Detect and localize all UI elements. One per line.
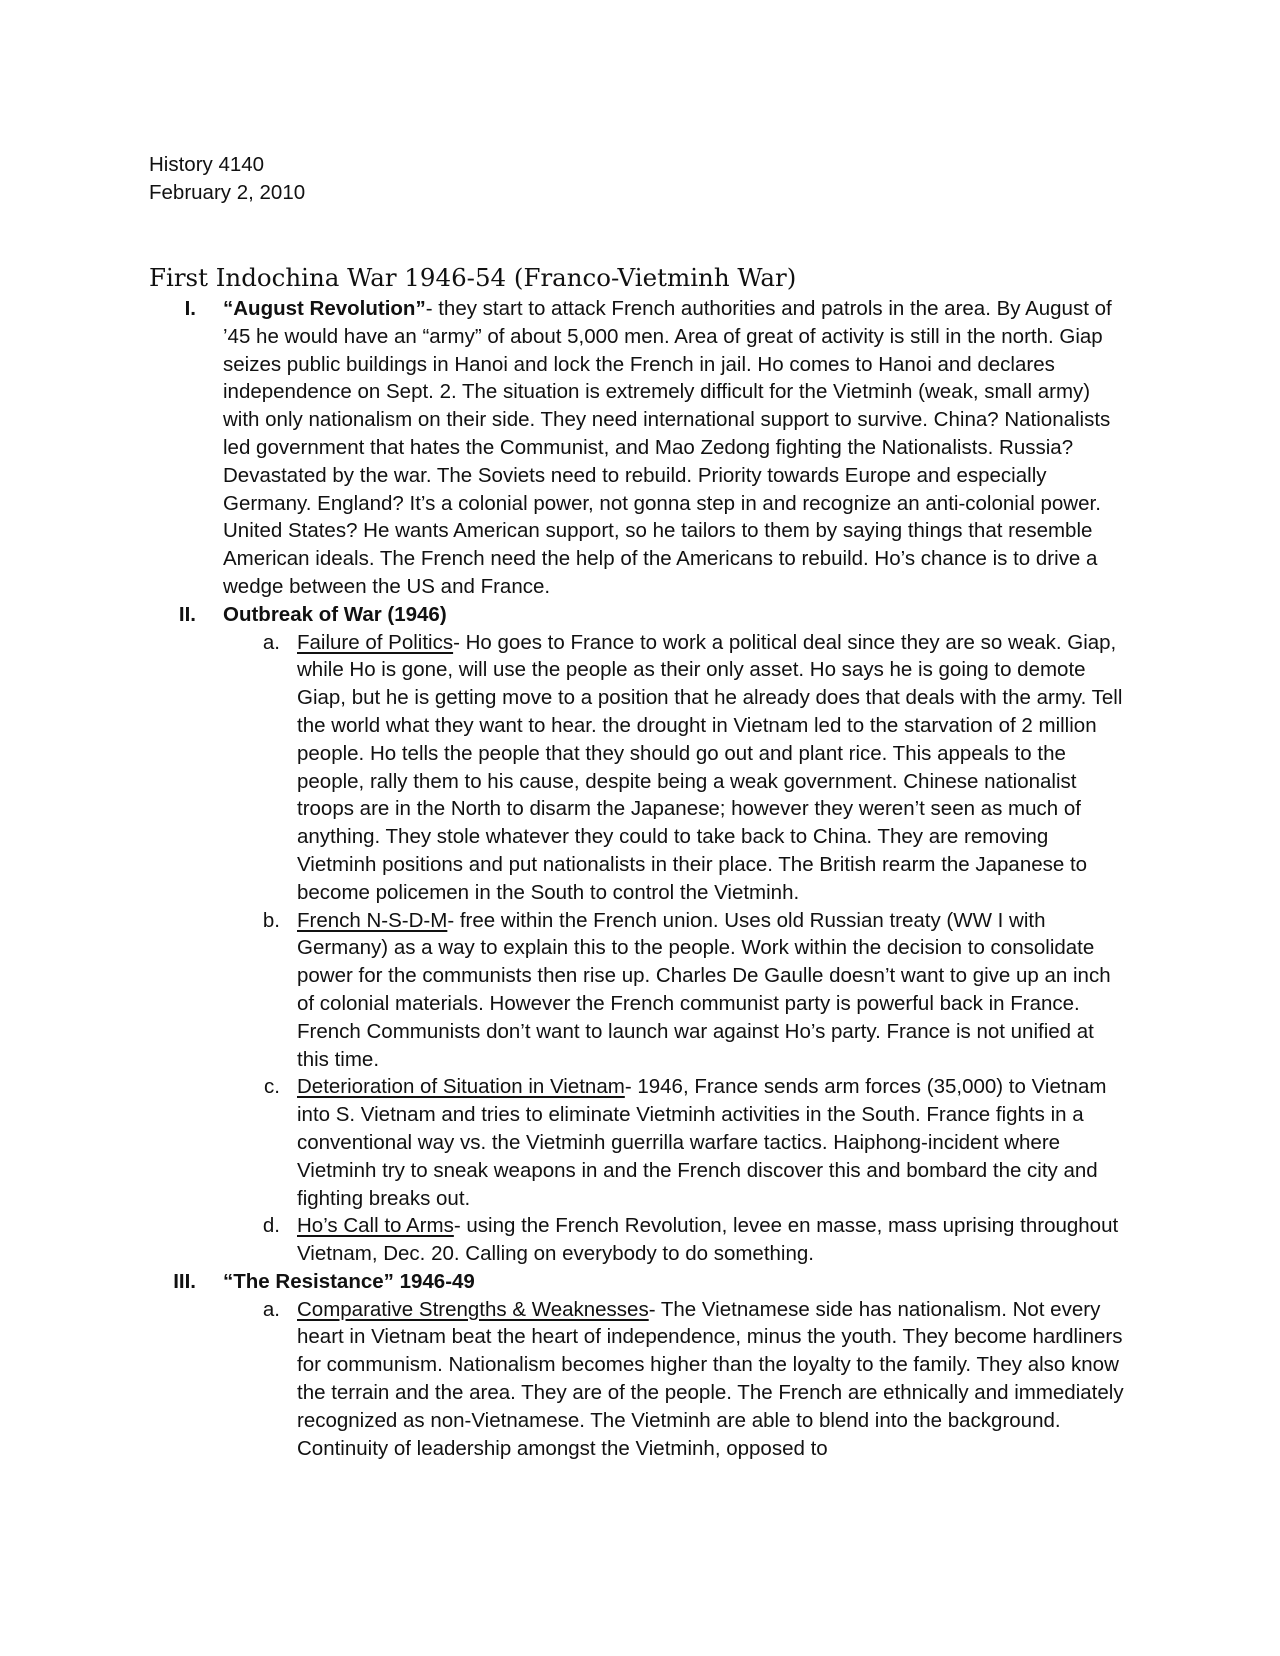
section-heading: “August Revolution” [223,297,426,320]
item-letter: a. [262,1297,280,1321]
course-name: History 4140 [149,153,265,176]
section-heading: “The Resistance” 1946-49 [223,1269,475,1293]
item-topic: Comparative Strengths & Weaknesses [297,1297,649,1321]
document-date: February 2, 2010 [149,180,306,204]
item-letter: c. [264,1075,280,1099]
section-2 [0,601,1123,629]
item-body [297,629,1127,907]
item-body [297,1212,1127,1268]
subsection-2b [0,907,1127,1074]
item-text: - The Vietnamese side has nationalism. Not every heart in Vietnam beat the heart of independence, minus the youth. They become hardliners for communism. Nationalism becomes higher than the loyalty to the family. They also know the terrain and the area. They are of the people. The French are ethnically and immediately recognized as non-Vietnamese. The Vietminh are able to blend into the background. Continuity of leadership amongst the Vietminh, opposed to [297,1297,1124,1460]
section-body [223,295,1123,601]
section-numeral: II. [178,602,196,626]
item-topic: Failure of Politics [297,630,454,654]
section-text: - they start to attack French authorities and patrols in the area. By August of ’45 he would have an “army” of about 5,000 men. Area of great of activity is still in the north. Giap seizes public buildings in Hanoi and lock the French in jail. Ho comes to Hanoi and declares independence on Sept. 2. The situation is extremely difficult for the Vietminh (weak, small army) with only nationalism on their side. They need international support to survive. China? Nationalists led government that hates the Communist, and Mao Zedong fighting the Nationalists. Russia? Devastated by the war. The Soviets need to rebuild. Priority towards Europe and especially Germany. England? It’s a colonial power, not gonna step in and recognize an anti-colonial power. United States? He wants American support, so he tailors to them by saying things that resemble American ideals. The French need the help of the Americans to rebuild. Ho’s chance is to drive a wedge between the US and France. [223,297,1112,598]
item-body [297,1296,1127,1463]
item-body [297,907,1127,1074]
document-header [149,151,305,207]
outline [0,295,1280,1462]
subsection-2c [0,1073,1127,1212]
section-3 [0,1268,1123,1296]
item-topic: Ho’s Call to Arms [297,1214,454,1238]
document-title: First Indochina War 1946-54 (Franco-Vietminh War) [149,263,797,292]
item-topic: Deterioration of Situation in Vietnam [297,1075,625,1099]
section-1 [0,295,1123,601]
section-heading: Outbreak of War (1946) [223,602,447,626]
section-numeral: III. [173,1269,196,1293]
item-text: - free within the French union. Uses old Russian treaty (WW I with Germany) as a way to explain this to the people. Work within the decision to consolidate power for the communists then rise up. Charles De Gaulle doesn’t want to give up an inch of colonial materials. However the French communist party is powerful back in France. French Communists don’t want to launch war against Ho’s party. France is not unified at this time. [297,908,1111,1071]
item-text: - using the French Revolution, levee en masse, mass uprising throughout Vietnam, Dec. 20. Calling on everybody to do something. [297,1214,1119,1266]
item-body [297,1073,1127,1212]
section-numeral: I. [184,297,196,320]
item-letter: b. [262,908,280,932]
item-text: - 1946, France sends arm forces (35,000) to Vietnam into S. Vietnam and tries to eliminate Vietminh activities in the South. France fights in a conventional way vs. the Vietminh guerrilla warfare tactics. Haiphong-incident where Vietminh try to sneak weapons in and the French discover this and bombard the city and fighting breaks out. [297,1075,1107,1210]
item-letter: d. [262,1214,280,1238]
item-text: - Ho goes to France to work a political deal since they are so weak. Giap, while Ho is gone, will use the people as their only asset. Ho says he is going to demote Giap, but he is getting move to a position that he already does that deals with the army. Tell the world what they want to hear. the drought in Vietnam led to the starvation of 2 million people. Ho tells the people that they should go out and plant rice. This appeals to the people, rally them to his cause, despite being a weak government. Chinese nationalist troops are in the North to disarm the Japanese; however they weren’t seen as much of anything. They stole whatever they could to take back to China. They are removing Vietminh positions and put nationalists in their place. The British rearm the Japanese to become policemen in the South to control the Vietminh. [297,630,1123,904]
subsection-2d [0,1212,1127,1268]
item-topic: French N-S-D-M [297,908,448,932]
subsection-3a [0,1296,1127,1463]
subsection-2a [0,629,1127,907]
item-letter: a. [262,630,280,654]
